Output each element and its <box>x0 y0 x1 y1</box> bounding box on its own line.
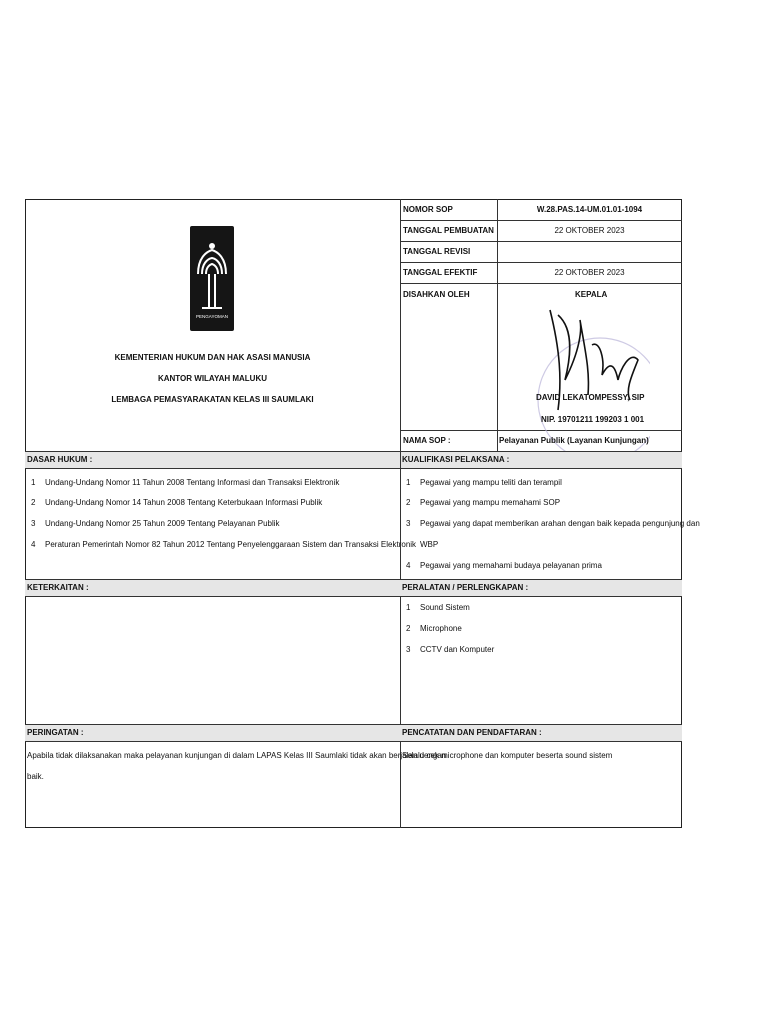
dasar-hukum-item: 1 Undang-Undang Nomor 11 Tahun 2008 Tentang Informasi dan Transaksi Elektronik <box>31 478 340 487</box>
signer-name: DAVID LEKATOMPESSY, SIP <box>536 393 645 402</box>
info-row-line <box>400 241 682 242</box>
peralatan-item: 3 CCTV dan Komputer <box>406 645 495 654</box>
org-line3: LEMBAGA PEMASYARAKATAN KELAS III SAUMLAKI <box>111 395 314 404</box>
signer-nip: NIP. 19701211 199203 1 001 <box>541 415 645 424</box>
dasar-hukum-header: DASAR HUKUM : <box>25 451 400 469</box>
tanggal-pembuatan-value: 22 OKTOBER 2023 <box>554 226 625 235</box>
tanggal-efektif-label: TANGGAL EFEKTIF <box>403 268 478 277</box>
dasar-hukum-item: 2 Undang-Undang Nomor 14 Tahun 2008 Tentang Keterbukaan Informasi Publik <box>31 498 323 507</box>
nomor-sop-value: W.28.PAS.14-UM.01.01-1094 <box>536 205 643 214</box>
peralatan-item: 2 Microphone <box>406 624 462 633</box>
tanggal-efektif-value: 22 OKTOBER 2023 <box>554 268 625 277</box>
body-divider <box>400 451 401 828</box>
kualifikasi-header: KUALIFIKASI PELAKSANA : <box>400 451 682 469</box>
info-row-line <box>400 283 682 284</box>
nama-sop-value: Pelayanan Publik (Layanan Kunjungan) <box>499 436 649 445</box>
header-divider <box>400 199 401 451</box>
kualifikasi-item-continued: WBP <box>420 540 439 549</box>
logo-caption: PENGAYOMAN <box>196 314 228 319</box>
org-line2: KANTOR WILAYAH MALUKU <box>157 374 268 383</box>
info-row-line <box>400 220 682 221</box>
tanggal-pembuatan-label: TANGGAL PEMBUATAN <box>403 226 494 235</box>
info-row-line <box>400 262 682 263</box>
signature-stamp-icon <box>520 290 650 475</box>
dasar-hukum-item: 4 Peraturan Pemerintah Nomor 82 Tahun 2012 Tentang Penyelenggaraan Sistem dan Transaksi Elektronik <box>31 540 417 549</box>
peralatan-item: 1 Sound Sistem <box>406 603 470 612</box>
pencatatan-header: PENCATATAN DAN PENDAFTARAN : <box>400 724 682 742</box>
peringatan-text-line2: baik. <box>27 772 44 781</box>
disahkan-label: DISAHKAN OLEH <box>403 290 470 299</box>
info-value-divider <box>497 199 498 451</box>
peralatan-header: PERALATAN / PERLENGKAPAN : <box>400 579 682 597</box>
nama-sop-label: NAMA SOP : <box>403 436 451 445</box>
kualifikasi-item: 1 Pegawai yang mampu teliti dan terampil <box>406 478 562 487</box>
dasar-hukum-item: 3 Undang-Undang Nomor 25 Tahun 2009 Tentang Pelayanan Publik <box>31 519 280 528</box>
kualifikasi-item: 3 Pegawai yang dapat memberikan arahan dengan baik kepada pengunjung dan <box>406 519 700 528</box>
nomor-sop-label: NOMOR SOP <box>403 205 453 214</box>
tanggal-revisi-label: TANGGAL REVISI <box>403 247 471 256</box>
kualifikasi-item: 2 Pegawai yang mampu memahami SOP <box>406 498 561 507</box>
kualifikasi-item: 4 Pegawai yang memahami budaya pelayanan prima <box>406 561 602 570</box>
peringatan-header: PERINGATAN : <box>25 724 400 742</box>
peringatan-text-line1: Apabila tidak dilaksanakan maka pelayanan kunjungan di dalam LAPAS Kelas III Saumlaki tidak akan berjalan dengan <box>27 751 447 760</box>
keterkaitan-header: KETERKAITAN : <box>25 579 400 597</box>
pengayoman-icon <box>190 230 234 325</box>
org-line1: KEMENTERIAN HUKUM DAN HAK ASASI MANUSIA <box>114 353 311 362</box>
pencatatan-text: Selalu cek microphone dan komputer beserta sound sistem <box>402 751 613 760</box>
ministry-logo <box>190 226 234 331</box>
kepala-label: KEPALA <box>575 290 608 299</box>
